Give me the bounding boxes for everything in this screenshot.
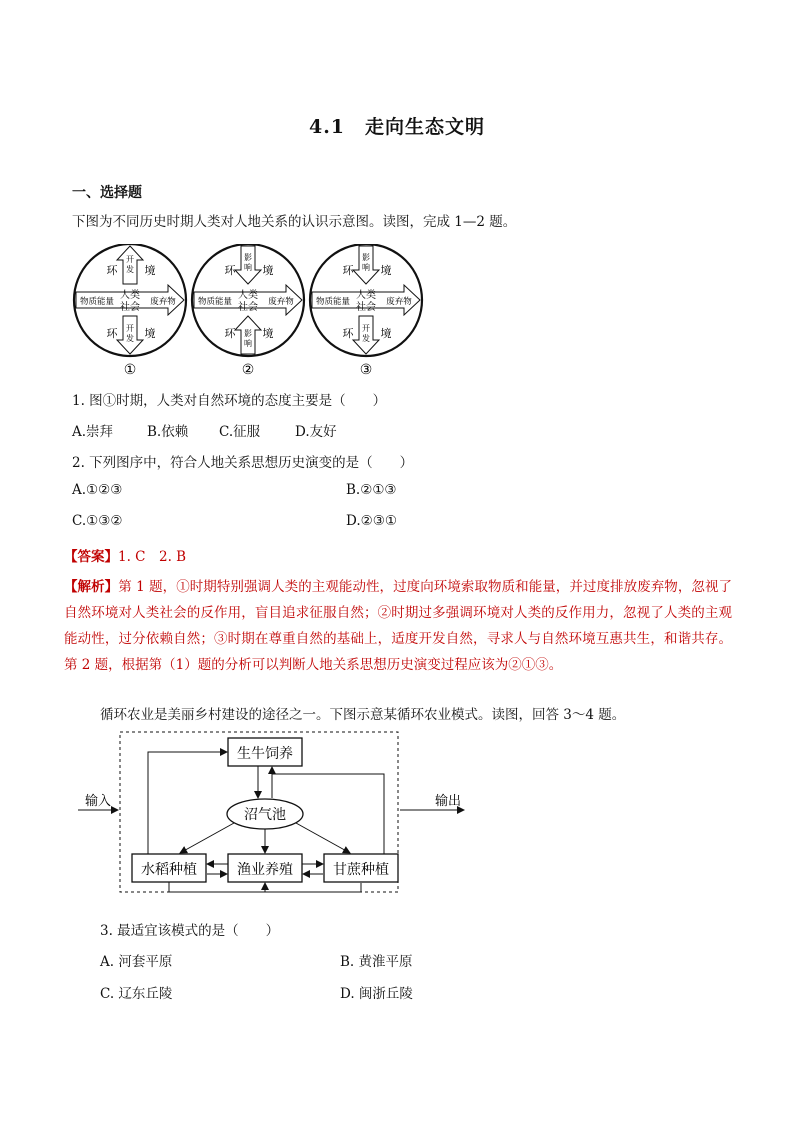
- q3-option-b: B. 黄淮平原: [340, 954, 413, 970]
- answer-text: 1. C 2. B: [118, 549, 187, 565]
- fig1-c2-center1: 人类: [238, 290, 258, 301]
- page-title: 4.1 走向生态文明: [308, 116, 486, 138]
- fig2-output: 输出: [434, 794, 462, 809]
- fig2-rice: 水稻种植: [141, 862, 197, 878]
- fig2-fishery: 渔业养殖: [237, 862, 293, 878]
- q1-option-a: A.崇拜: [72, 424, 114, 440]
- fig1-c1-center2: 社会: [120, 302, 140, 313]
- fig1-c2-env-r2: 境: [262, 327, 274, 340]
- fig1-label-2: ②: [241, 362, 255, 376]
- analysis-text: 第 1 题，①时期特别强调人类的主观能动性，过度向环境索取物质和能量，并过度排放废弃物，忽视了自然环境对人类社会的反作用，盲目追求征服自然；②时期过多强调环境对人类的反作用力，忽视了人类的主观能动性，过分依赖自然；③时期在尊重自然的基础上，适度开发自然，寻求人与自然环境互惠共生，和谐共存。第 2 题，根据第（1）题的分析可以判断人地关系思想历史演变过程应该为②①③。: [64, 579, 733, 673]
- q2-option-a: A.①②③: [72, 482, 123, 498]
- fig1-c3-env-l: 环: [342, 264, 354, 277]
- circular-agriculture-figure: [72, 728, 472, 900]
- human-earth-relationship-figure: [72, 244, 432, 376]
- fig1-c3-inf2: 响: [362, 263, 370, 272]
- fig1-label-3: ③: [359, 362, 373, 376]
- fig2-sugarcane: 甘蔗种植: [333, 862, 389, 878]
- fig1-c3-center2: 社会: [356, 302, 376, 313]
- diagram-1: [74, 244, 186, 356]
- fig1-c3-env-r2: 境: [380, 327, 392, 340]
- fig1-c3-env-r: 境: [380, 264, 392, 277]
- fig1-c2-output: 废弃物: [268, 297, 294, 307]
- fig1-c3-output: 废弃物: [386, 297, 412, 307]
- fig1-c3-dev2: 发: [362, 334, 370, 343]
- fig1-c2-inf1: 影: [244, 253, 252, 262]
- fig1-c1-output: 废弃物: [150, 297, 176, 307]
- question-2-stem: 2. 下列图序中，符合人地关系思想历史演变的是（ ）: [72, 455, 414, 471]
- fig2-cattle: 生牛饲养: [237, 746, 293, 762]
- intro-text-2: 循环农业是美丽乡村建设的途径之一。下图示意某循环农业模式。读图，回答 3～4 题。: [100, 707, 626, 723]
- intro-text-1: 下图为不同历史时期人类对人地关系的认识示意图。读图，完成 1—2 题。: [72, 214, 517, 230]
- fig1-c2-input: 物质能量: [197, 297, 233, 307]
- analysis-paragraph: [64, 574, 732, 678]
- fig1-c1-input: 物质能量: [79, 297, 115, 307]
- diagram-2: [192, 244, 304, 356]
- question-1-stem: 1. 图①时期，人类对自然环境的态度主要是（ ）: [72, 393, 387, 409]
- fig1-c2-inf2: 响: [244, 263, 252, 272]
- q2-option-d: D.②③①: [346, 513, 397, 529]
- q1-option-d: D.友好: [295, 424, 337, 440]
- q1-option-b: B.依赖: [147, 424, 189, 440]
- section-heading: 一、选择题: [72, 185, 142, 201]
- fig1-c2-inf4: 响: [244, 339, 252, 348]
- answer-line: [64, 545, 186, 565]
- fig1-c1-dev4: 发: [126, 334, 134, 343]
- fig2-biogas: 沼气池: [244, 807, 286, 823]
- fig1-c1-center1: 人类: [120, 290, 140, 301]
- fig1-label-1: ①: [123, 362, 137, 376]
- fig1-c3-env-l2: 环: [342, 327, 354, 340]
- fig1-c1-env-r2: 境: [144, 327, 156, 340]
- fig1-c1-dev1: 开: [126, 255, 134, 264]
- fig1-c2-env-l2: 环: [224, 327, 236, 340]
- fig1-c1-dev2: 发: [126, 265, 134, 274]
- q3-option-a: A. 河套平原: [100, 954, 173, 970]
- fig1-c2-inf3: 影: [244, 329, 252, 338]
- fig1-c2-env-r: 境: [262, 264, 274, 277]
- fig1-c3-inf1: 影: [362, 253, 370, 262]
- fig1-c1-dev3: 开: [126, 324, 134, 333]
- answer-tag: 【答案】: [64, 549, 118, 565]
- fig1-c3-input: 物质能量: [315, 297, 351, 307]
- question-3-stem: 3. 最适宜该模式的是（ ）: [100, 923, 280, 939]
- q3-option-d: D. 闽浙丘陵: [340, 986, 413, 1002]
- fig1-c1-env-r: 境: [144, 264, 156, 277]
- diagram-3: [310, 244, 422, 356]
- fig1-c2-center2: 社会: [238, 302, 258, 313]
- q2-option-c: C.①③②: [72, 513, 123, 529]
- q3-option-c: C. 辽东丘陵: [100, 986, 173, 1002]
- analysis-tag: 【解析】: [64, 579, 119, 595]
- fig2-input: 输入: [84, 794, 112, 809]
- fig1-c3-dev1: 开: [362, 324, 370, 333]
- fig1-c1-env-l2: 环: [106, 327, 118, 340]
- fig1-c1-env-l: 环: [106, 264, 118, 277]
- fig1-c3-center1: 人类: [356, 290, 376, 301]
- fig1-c2-env-l: 环: [224, 264, 236, 277]
- q2-option-b: B.②①③: [346, 482, 397, 498]
- q1-option-c: C.征服: [219, 424, 261, 440]
